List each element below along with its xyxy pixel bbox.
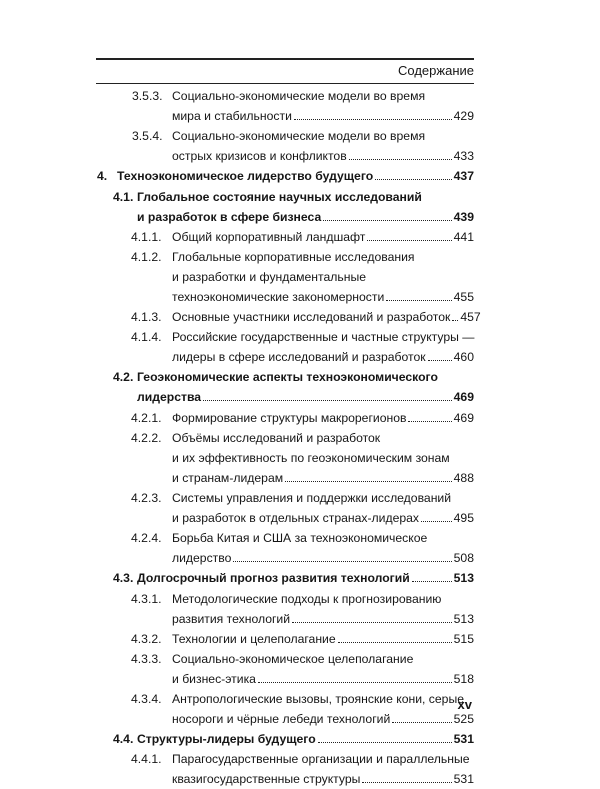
toc-entry-page: 437 [453,169,474,184]
toc-entry[interactable] [131,589,474,629]
toc-entry-page: 508 [453,551,474,566]
toc-entry-title-line: и странам-лидерам [172,470,284,485]
toc-entry-title-line: Социально-экономические модели во время [172,89,426,103]
toc-entry-title-line: и разработки и фундаментальные [172,269,366,284]
dot-leader [375,179,451,180]
running-header: Содержание [398,63,474,78]
dot-leader [292,622,452,623]
dot-leader [285,481,452,482]
toc-entry-title-line: и бизнес-этика [172,671,256,686]
toc-entry-number: 4. [97,169,108,184]
toc-entry-number: 4.3.4. [131,692,162,706]
toc-entry-page: 433 [453,149,474,164]
toc-entry-number: 4.2.2. [131,430,162,445]
toc-entry-page: 531 [453,732,474,747]
dot-leader [338,642,452,643]
toc-entry-title-line: Технологии и целеполагание [172,631,336,646]
toc-entry-page: 457 [460,310,481,325]
toc-entry-number: 4.3.3. [131,651,162,666]
dot-leader [323,220,451,221]
toc-entry-title-line: острых кризисов и конфликтов [172,149,347,164]
toc-entry-title-line: и разработок в отдельных странах-лидерах [172,511,420,526]
dot-leader [203,400,452,401]
toc-entry-title-line: Методологические подходы к прогнозированию [172,591,442,606]
toc-entry-title-line: Системы управления и поддержки исследований [172,491,452,505]
toc-entry-page: 460 [453,350,474,365]
dot-leader [421,521,452,522]
toc-entry-number: 4.2. [113,370,134,385]
toc-entry[interactable] [131,307,481,327]
toc-entry[interactable] [131,408,474,428]
header-rule [96,58,474,60]
toc-entry-number: 4.1.2. [131,249,162,264]
toc-entry-title-line: лидерство [172,551,232,566]
toc-entry-title-line: лидеры в сфере исследований и разработок [172,350,426,365]
toc-entry-title-line: и их эффективность по геоэкономическим зонам [172,450,450,465]
dot-leader [386,300,451,301]
toc-entry[interactable] [131,749,474,789]
toc-entry-page: 429 [453,109,474,124]
toc-entry-number: 4.4. [113,732,134,747]
toc-entry-title-line: мира и стабильности [172,109,292,124]
toc-entry-page: 469 [453,410,474,425]
toc-entry-title-line: Геоэкономические аспекты техноэкономического [137,370,438,385]
toc-entry-number: 4.2.3. [131,491,162,505]
toc-entry-title-line: развития технологий [172,611,291,626]
toc-entry-number: 4.3.1. [131,591,162,606]
toc-entry-page: 441 [453,229,474,244]
toc-entry-number: 4.1.4. [131,330,162,345]
toc-entry-title-line: квазигосударственные структуры [172,772,361,787]
toc-entry-title-line: и разработок в сфере бизнеса [137,209,322,224]
toc-entry-title-line: Основные участники исследований и разработок [172,310,451,325]
toc-entry-title-line: Общий корпоративный ландшафт [172,229,366,244]
toc-entry-title-line: Структуры-лидеры будущего [137,732,316,747]
toc-entry-page: 469 [453,390,474,405]
dot-leader [452,320,458,321]
dot-leader [233,561,451,562]
dot-leader [258,682,452,683]
dot-leader [367,240,451,241]
toc-entry-number: 4.1. [113,189,134,204]
toc-entry-number: 4.1.3. [131,310,162,325]
toc-entry-number: 4.2.1. [131,410,162,425]
toc-entry-title-line: Социально-экономические модели во время [172,129,426,144]
toc-entry-title-line: носороги и чёрные лебеди технологий [172,712,391,727]
toc-entry[interactable] [97,166,474,186]
toc-entry-page: 513 [453,611,474,626]
toc-entry-title-line: Долгосрочный прогноз развития технологий [137,571,410,586]
toc-entry-title-line: Глобальные корпоративные исследования [172,249,415,264]
toc-entry-title-line: лидерства [137,390,202,405]
toc-entry[interactable] [131,327,475,367]
toc-entry-page: 439 [453,209,474,224]
toc-entry-page: 488 [453,470,474,485]
toc-entry-page: 495 [453,511,474,526]
dot-leader [349,159,452,160]
toc-entry-page: 525 [453,712,474,727]
dot-leader [408,421,451,422]
toc-entry-page: 455 [453,289,474,304]
toc-entry[interactable] [131,247,474,307]
toc-entry[interactable] [131,528,474,568]
toc-entry[interactable] [131,428,474,488]
toc-entry[interactable] [132,126,474,166]
toc-entry-page: 515 [453,631,474,646]
dot-leader [392,722,451,723]
toc-entry-title-line: Техноэкономическое лидерство будущего [117,169,374,184]
toc-entry-number: 3.5.3. [132,89,163,103]
toc-entry-number: 4.3.2. [131,631,162,646]
dot-leader [318,742,452,743]
toc-entry[interactable] [131,488,474,528]
toc-entry-title-line: Парагосударственные организации и параллельные [172,752,470,767]
dot-leader [412,581,452,582]
page-number: xv [457,697,472,712]
toc-entry-number: 4.1.1. [131,229,162,244]
header-underline [96,83,474,84]
dot-leader [294,119,452,120]
dot-leader [362,782,451,783]
toc-entry-title-line: Антропологические вызовы, троянские кони, серые [172,692,464,706]
toc-entry-title-line: техноэкономические закономерности [172,289,385,304]
toc-entry-title-line: Объёмы исследований и разработок [172,430,381,445]
toc-entry[interactable] [131,629,474,649]
dot-leader [428,360,452,361]
toc-entry-page: 518 [453,671,474,686]
toc-entry-number: 4.2.4. [131,531,162,546]
toc-entry-number: 4.3. [113,571,134,586]
toc-entry-title-line: Социально-экономическое целеполагание [172,651,414,666]
toc-entry-title-line: Глобальное состояние научных исследований [137,189,422,204]
toc-entry-title-line: Борьба Китая и США за техноэкономическое [172,531,428,546]
toc-entry[interactable] [113,187,474,227]
toc-entry[interactable] [131,649,474,689]
toc-entry-title-line: Формирование структуры макрорегионов [172,410,407,425]
toc-entry-number: 4.4.1. [131,752,162,767]
toc-entry[interactable] [132,86,474,126]
toc-entry-title-line: Российские государственные и частные структуры — [172,330,475,345]
toc-entry[interactable] [113,729,474,749]
toc-entry-page: 513 [453,571,474,586]
toc-entry-page: 531 [453,772,474,787]
toc-entry[interactable] [113,568,474,588]
toc-entry[interactable] [131,689,474,729]
toc-entry-number: 3.5.4. [132,129,163,144]
toc-entry[interactable] [113,367,474,407]
toc-entry[interactable] [131,227,474,247]
